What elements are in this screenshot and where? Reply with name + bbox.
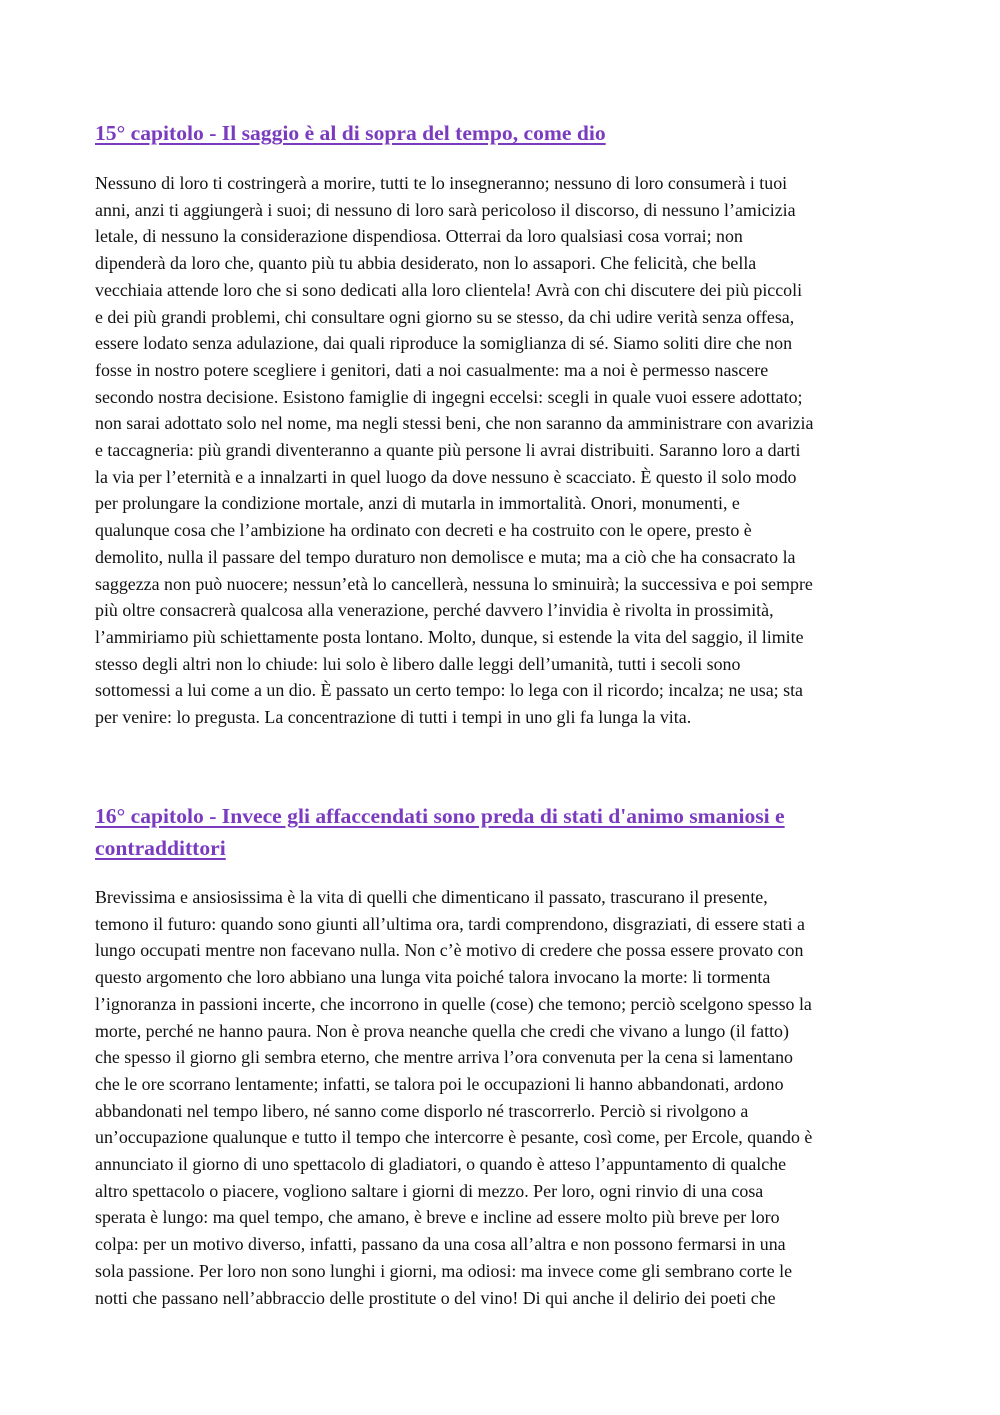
- chapter-15-heading: 15° capitolo - Il saggio è al di sopra del tempo, come dio: [95, 121, 606, 145]
- text-line: sperata è lungo: ma quel tempo, che amano, è breve e incline ad essere molto più breve per loro: [95, 1207, 780, 1228]
- text-line: Nessuno di loro ti costringerà a morire, tutti te lo insegneranno; nessuno di loro consumerà i tuoi: [95, 173, 788, 193]
- chapter-15-section: [95, 117, 910, 731]
- text-line: Brevissima e ansiosissima è la vita di quelli che dimenticano il passato, trascurano il presente,: [95, 887, 768, 907]
- text-line: sottomessi a lui come a un dio. È passato un certo tempo: lo lega con il ricordo; incalza; ne usa; sta: [95, 680, 803, 701]
- text-line: fosse in nostro potere scegliere i genitori, dati a noi casualmente: ma a noi è permesso nascere: [95, 359, 769, 380]
- text-line: e taccagneria: più grandi diventeranno a quante più persone li avrai distribuiti. Saranno loro a darti: [95, 440, 801, 461]
- text-line: annunciato il giorno di uno spettacolo di gladiatori, o quando è atteso l’appuntamento di qualche: [95, 1154, 787, 1175]
- text-line: non sarai adottato solo nel nome, ma negli stessi beni, che non saranno da amministrare con avarizia: [95, 413, 814, 434]
- text-line: per venire: lo pregusta. La concentrazione di tutti i tempi in uno gli fa lunga la vita.: [95, 707, 692, 728]
- text-line: l’ammiriamo più schiettamente posta lontano. Molto, dunque, si estende la vita del saggio, il limite: [95, 626, 804, 647]
- chapter-16-section: [95, 800, 910, 1311]
- text-line: qualunque cosa che l’ambizione ha ordinato con decreti e ha costruito con le opere, presto è: [95, 520, 752, 541]
- text-line: l’ignoranza in passioni incerte, che incorrono in quelle (cose) che temono; perciò scelgono spesso la: [95, 993, 812, 1014]
- text-line: temono il futuro: quando sono giunti all’ultima ora, tardi comprendono, disgraziati, di essere stati a: [95, 913, 805, 934]
- text-line: e dei più grandi problemi, chi consultare ogni giorno su se stesso, da chi udire verità senza offesa,: [95, 306, 795, 327]
- text-line: la via per l’eternità e a innalzarti in quel luogo da dove nessuno è scacciato. È questo il solo modo: [95, 466, 797, 487]
- text-line: che le ore scorrano lentamente; infatti, se talora poi le occupazioni li hanno abbandonati, ardono: [95, 1073, 784, 1094]
- text-line: che spesso il giorno gli sembra eterno, che mentre arriva l’ora convenuta per la cena si lamentano: [95, 1047, 793, 1068]
- text-line: altro spettacolo o piacere, vogliono saltare i giorni di mezzo. Per loro, ogni rinvio di una cosa: [95, 1180, 764, 1201]
- text-line: saggezza non può nuocere; nessun’età lo cancellerà, nessuna lo sminuirà; la successiva e poi sempre: [95, 573, 813, 594]
- text-line: stesso degli altri non lo chiude: lui solo è libero dalle leggi dell’umanità, tutti i secoli sono: [95, 653, 741, 674]
- text-line: notti che passano nell’abbraccio delle prostitute o del vino! Di qui anche il delirio dei poeti che: [95, 1287, 776, 1308]
- text-line: demolito, nulla il passare del tempo duraturo non demolisce e muta; ma a ciò che ha consacrato la: [95, 546, 796, 567]
- text-line: un’occupazione qualunque e tutto il tempo che intercorre è pesante, così come, per Ercole, quando è: [95, 1127, 813, 1148]
- text-line: questo argomento che loro abbiano una lunga vita poiché talora invocano la morte: li tormenta: [95, 967, 771, 988]
- chapter-15-body: [95, 170, 910, 731]
- text-line: più oltre consacrerà qualcosa alla venerazione, perché davvero l’invidia è rivolta in prossimità,: [95, 600, 774, 621]
- text-line: morte, perché ne hanno paura. Non è prova neanche quella che credi che vivano a lungo (il fatto): [95, 1020, 789, 1041]
- text-line: sola passione. Per loro non sono lunghi i giorni, ma odiosi: ma invece come gli sembrano corte le: [95, 1260, 793, 1281]
- text-line: dipenderà da loro che, quanto più tu abbia desiderato, non lo assapori. Che felicità, che bella: [95, 253, 757, 274]
- text-line: essere lodato senza adulazione, dai quali riproduce la somiglianza di sé. Siamo soliti dire che non: [95, 333, 793, 354]
- text-line: colpa: per un motivo diverso, infatti, passano da una cosa all’altra e non possono fermarsi in una: [95, 1234, 786, 1255]
- text-line: anni, anzi ti aggiungerà i suoi; di nessuno di loro sarà pericoloso il discorso, di nessuno l’amicizia: [95, 199, 796, 220]
- text-line: abbandonati nel tempo libero, né sanno come disporlo né trascorrerlo. Perciò si rivolgono a: [95, 1100, 749, 1121]
- chapter-16-body: [95, 884, 910, 1311]
- text-line: per prolungare la condizione mortale, anzi di mutarla in immortalità. Onori, monumenti, e: [95, 493, 740, 514]
- text-line: lungo occupati mentre non facevano nulla. Non c’è motivo di credere che possa essere provato con: [95, 940, 804, 961]
- text-line: vecchiaia attende loro che si sono dedicati alla loro clientela! Avrà con chi discutere dei più piccoli: [95, 279, 803, 300]
- text-line: letale, di nessuno la considerazione dispendiosa. Otterrai da loro qualsiasi cosa vorrai; non: [95, 226, 743, 247]
- text-line: secondo nostra decisione. Esistono famiglie di ingegni eccelsi: scegli in quale vuoi essere adottato;: [95, 386, 803, 407]
- chapter-16-heading: 16° capitolo - Invece gli affaccendati sono preda di stati d'animo smaniosi e contraddittori: [95, 804, 785, 860]
